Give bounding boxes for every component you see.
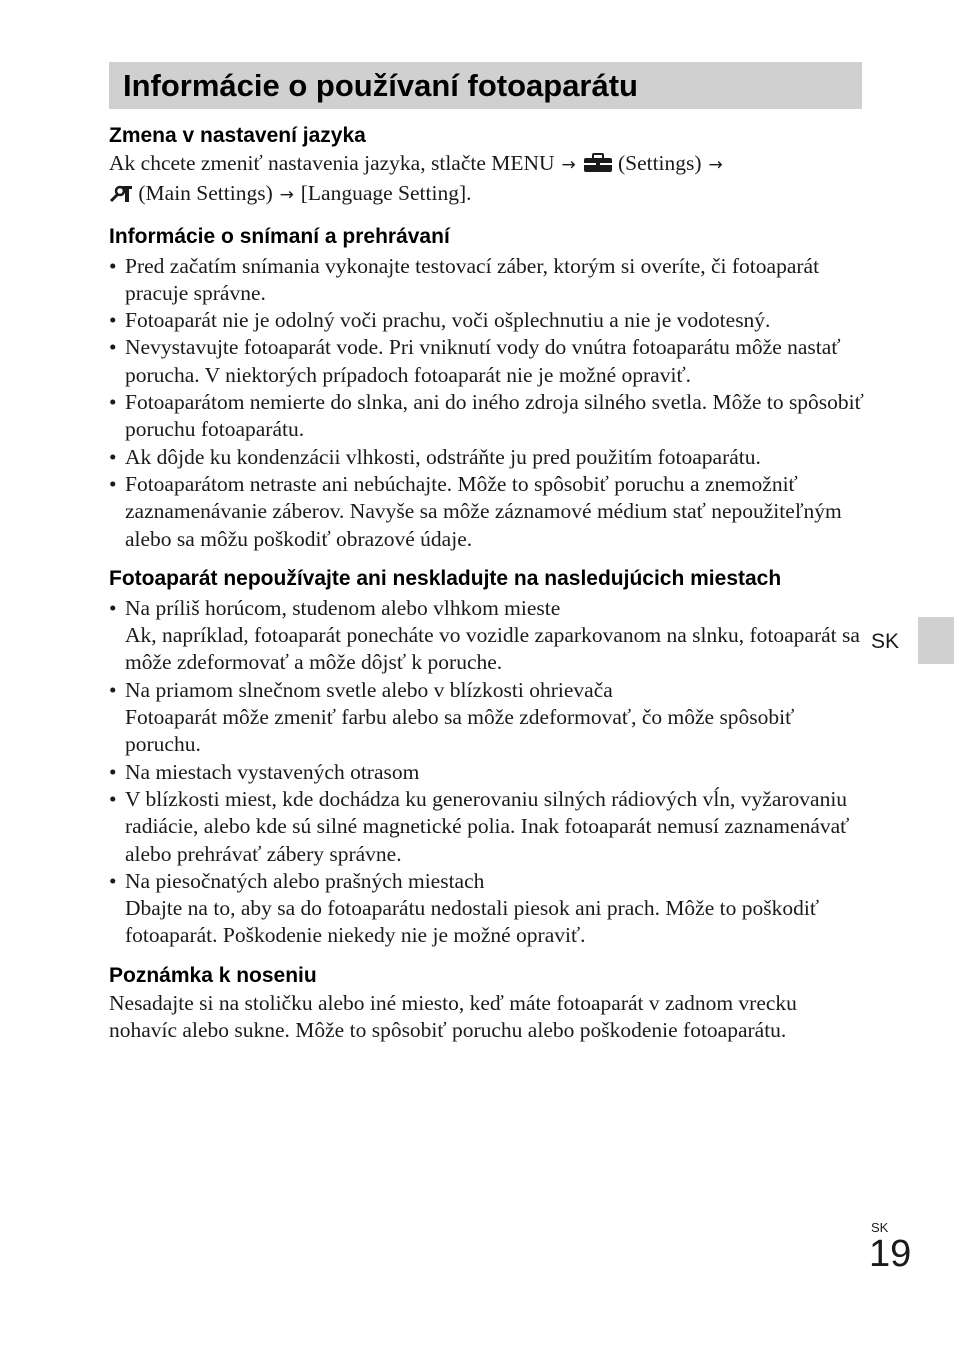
section-heading: Zmena v nastavení jazyka [109,124,366,147]
list-item: • Pred začatím snímania vykonajte testovací záber, ktorým si overíte, či fotoaparát pracuje správne. [109,253,869,308]
arrow-icon: → [561,155,576,175]
section-shooting [109,223,869,553]
list-item: • Fotoaparátom netraste ani nebúchajte. Môže to spôsobiť poruchu a znemožniť zaznamenávanie záberov. Navyše sa môže záznamové médium stať nepoužiteľným alebo sa môžu poškodiť obrazové údaje. [109,471,869,553]
title-bar [109,62,862,109]
side-language-label: SK [871,630,900,653]
list-item: • Na piesočnatých alebo prašných miestach Dbajte na to, aby sa do fotoaparátu nedostali piesok ani prach. Môže to poškodiť fotoaparát. Poškodenie niekedy nie je možné opraviť. [109,868,869,950]
content [109,122,869,1044]
carrying-text: Nesadajte si na stoličku alebo iné miesto, keď máte fotoaparát v zadnom vrecku nohavíc alebo sukne. Môže to spôsobiť poruchu alebo poškodenie fotoaparátu. [109,990,797,1043]
section-carrying [109,962,869,1045]
arrow-icon: → [708,155,723,175]
shooting-list [109,253,869,553]
list-item: • Ak dôjde ku kondenzácii vlhkosti, odstráňte ju pred použitím fotoaparátu. [109,444,869,471]
section-storage [109,565,869,950]
list-item: • Na priamom slnečnom svetle alebo v blízkosti ohrievača Fotoaparát môže zmeniť farbu alebo sa môže zdeformovať, čo môže spôsobiť poruchu. [109,677,869,759]
section-heading: Poznámka k noseniu [109,963,317,987]
list-item: • Na miestach vystavených otrasom [109,759,869,786]
arrow-icon: → [279,185,294,206]
list-item: • Nevystavujte fotoaparát vode. Pri vniknutí vody do vnútra fotoaparátu môže nastať porucha. V niektorých prípadoch fotoaparát nie je možné opraviť. [109,334,869,389]
section-heading: Fotoaparát nepoužívajte ani neskladujte na nasledujúcich miestach [109,566,782,590]
list-item: • Fotoaparát nie je odolný voči prachu, voči ošplechnutiu a nie je vodotesný. [109,307,869,334]
page-title: Informácie o používaní fotoaparátu [123,68,638,103]
side-tab [918,617,954,664]
list-item: • Na príliš horúcom, studenom alebo vlhkom mieste Ak, napríklad, fotoaparát ponecháte vo vozidle zaparkovanom na slnku, fotoaparát sa môže zdeformovať a môže dôjsť k poruche. [109,595,869,677]
storage-list [109,595,869,950]
list-item: • V blízkosti miest, kde dochádza ku generovaniu silných rádiových vĺn, vyžarovaniu radiácie, alebo kde sú silné magnetické polia. Inak fotoaparát nemusí zaznamenávať alebo prehrávať zábery správne. [109,786,869,868]
list-item: • Fotoaparátom nemierte do slnka, ani do iného zdroja silného svetla. Môže to spôsobiť poruchu fotoaparátu. [109,389,869,444]
footer-language: SK [871,1220,889,1235]
section-language [109,122,869,211]
page-number: 19 [869,1233,912,1275]
wrench-settings-icon [109,183,133,210]
language-instructions: Ak chcete zmeniť nastavenia jazyka, stlačte MENU → (Settings) → (Main Settings) → [Language Setting]. [109,150,869,211]
toolbox-icon [583,153,613,180]
section-heading: Informácie o snímaní a prehrávaní [109,224,450,248]
